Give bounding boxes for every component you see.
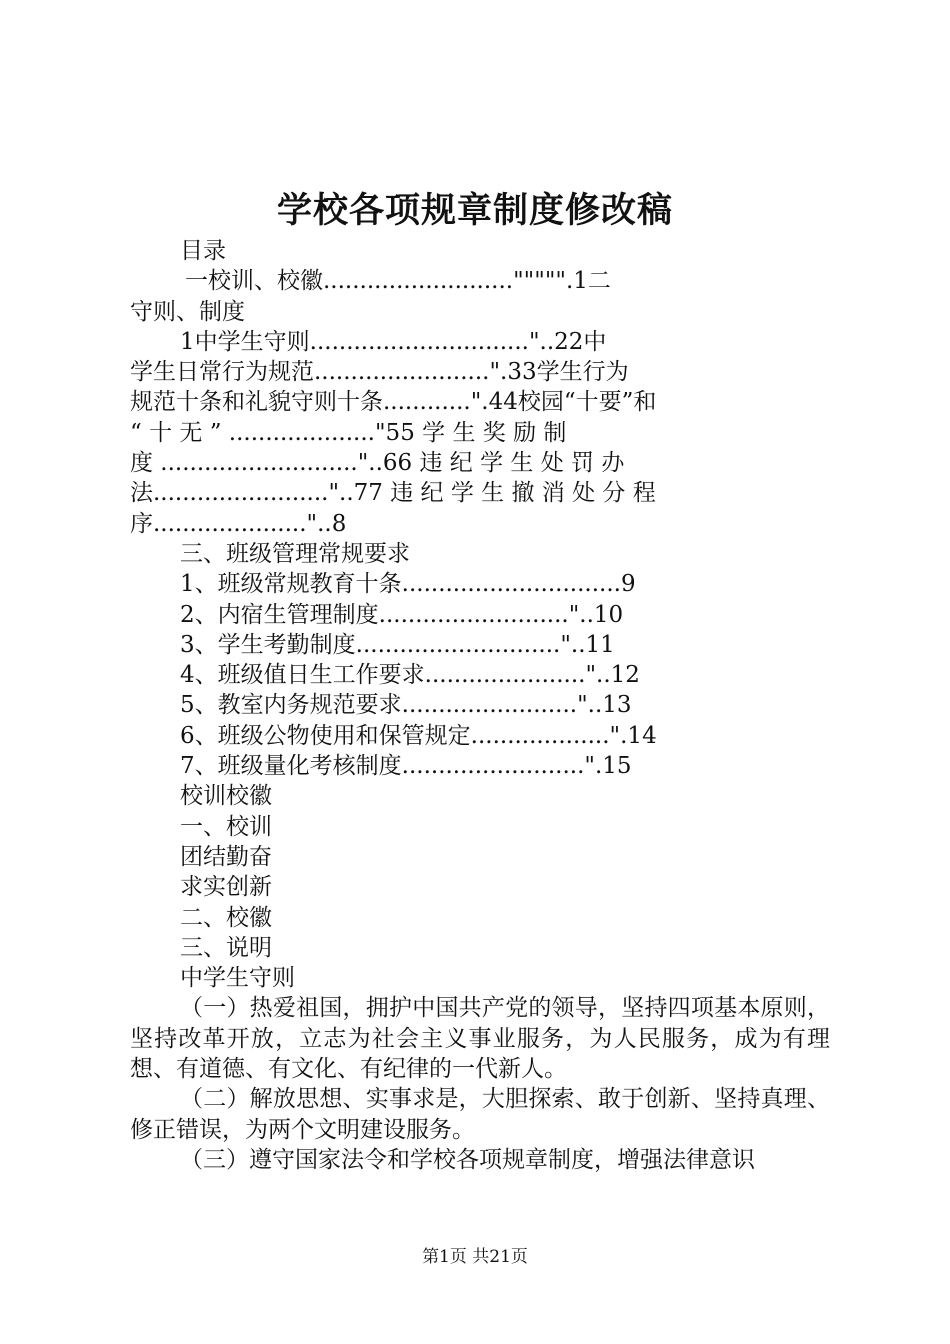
toc-line: 规范十条和礼貌守则十条............".44校园“十要”和 <box>130 389 657 416</box>
toc-heading: 目录 <box>180 238 226 264</box>
document-title: 学校各项规章制度修改稿 <box>276 190 673 231</box>
body-paragraph: （一）热爱祖国，拥护中国共产党的领导，坚持四项基本原则，坚持改革开放，立志为社会主义事业服务，为人民服务，成为有理想、有道德、有文化、有纪律的一代新人。 <box>130 995 830 1083</box>
toc-item: 5、教室内务规范要求........................"..13 <box>180 692 632 719</box>
toc-item: 1、班级常规教育十条..............................9 <box>180 571 636 598</box>
body-line: 一、校训 <box>180 813 272 840</box>
toc-line: 度 ..........................."..66 违 纪 学 生 处 罚 办 <box>130 450 625 477</box>
body-line: 二、校徽 <box>180 904 272 931</box>
toc-line: 学生日常行为规范........................".33学生行为 <box>130 359 629 386</box>
toc-item: 3、学生考勤制度............................"..11 <box>180 631 615 658</box>
toc-line: 序....................."..8 <box>130 510 347 537</box>
document-body <box>130 236 830 1175</box>
toc-line: “ 十 无 ” ...................."55 学 生 奖 励 制 <box>130 419 567 446</box>
body-paragraph: （二）解放思想、实事求是，大胆探索、敢于创新、坚持真理、修正错误，为两个文明建设服务。 <box>130 1086 830 1143</box>
toc-item: 2、内宿生管理制度.........................."..10 <box>180 601 624 628</box>
page-footer: 第1页 共21页 <box>422 1247 528 1267</box>
toc-item: 6、班级公物使用和保管规定...................".14 <box>180 722 657 749</box>
body-line: 团结勤奋 <box>180 843 272 870</box>
toc-item: 7、班级量化考核制度.........................".15 <box>180 753 632 780</box>
body-line: 求实创新 <box>180 874 272 901</box>
toc-line: 1中学生守则.............................."..22中 <box>180 328 607 355</box>
toc-item: 4、班级值日生工作要求......................"..12 <box>180 662 640 689</box>
toc-line: 一校训、校徽..........................""""".1二 <box>185 268 611 295</box>
toc-line: 法........................"..77 违 纪 学 生 撤 消 处 分 程 <box>130 480 656 507</box>
body-line: 校训校徽 <box>180 783 272 810</box>
toc-line: 守则、制度 <box>130 298 245 325</box>
body-line: 三、说明 <box>180 934 272 961</box>
body-paragraph: （三）遵守国家法令和学校各项规章制度，增强法律意识 <box>180 1146 755 1173</box>
body-line: 中学生守则 <box>180 965 295 992</box>
section-heading: 三、班级管理常规要求 <box>180 540 410 567</box>
